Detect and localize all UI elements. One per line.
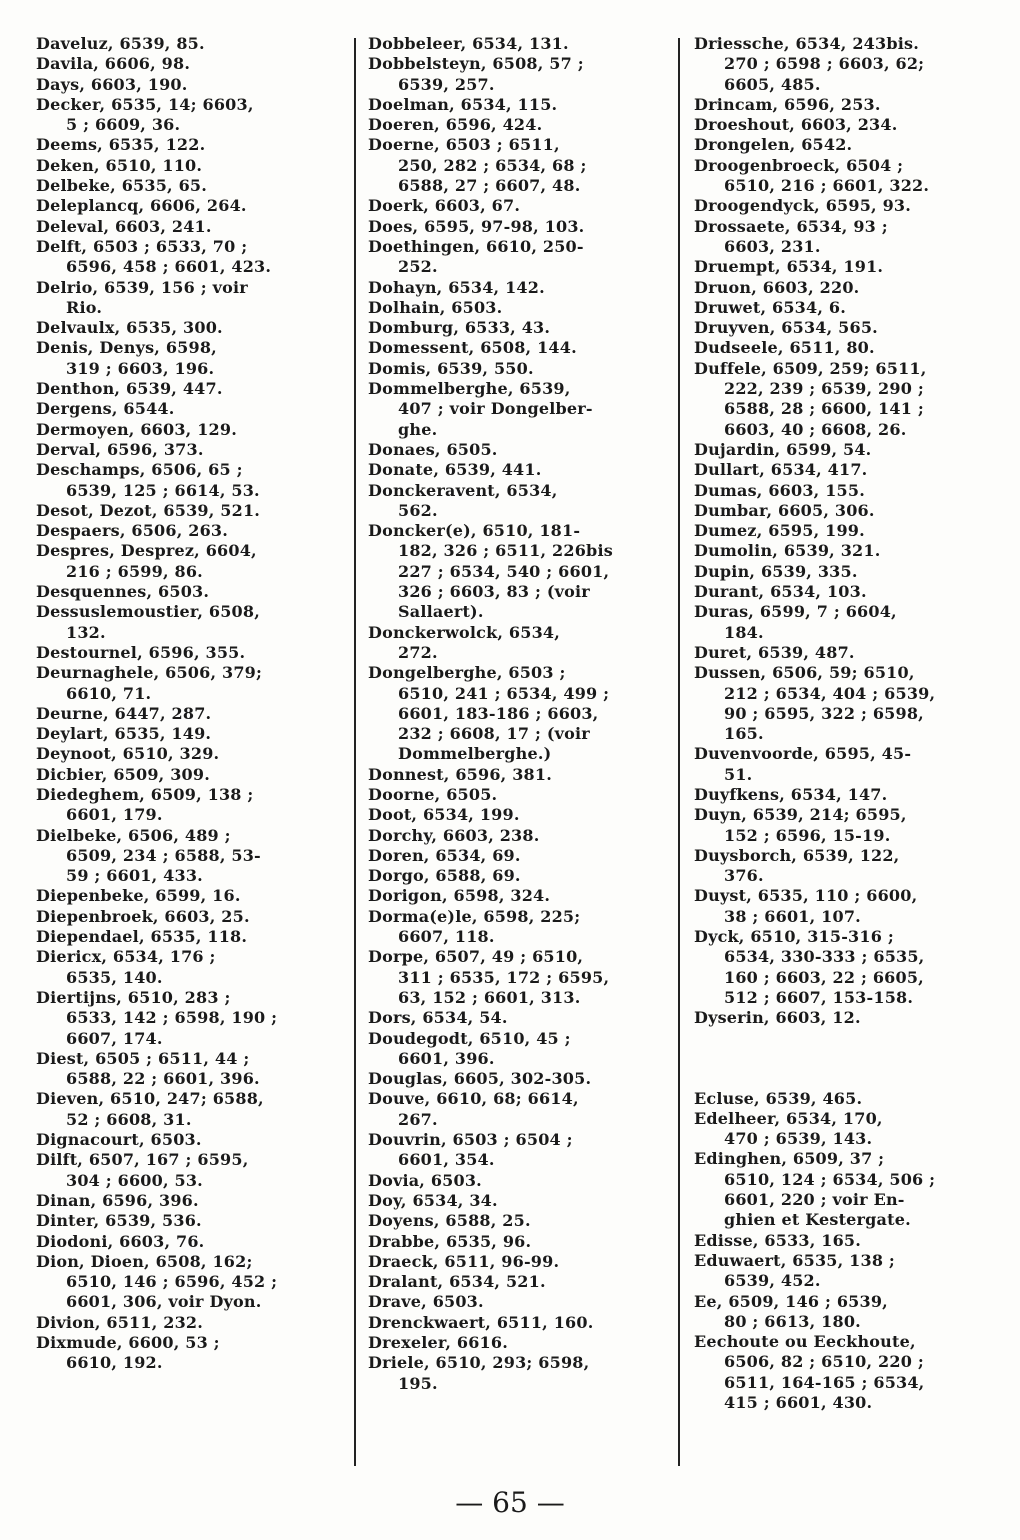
index-entry-continuation: 6601, 183-186 ; 6603, (398, 703, 599, 723)
index-entry-continuation: 59 ; 6601, 433. (66, 866, 203, 886)
index-entry: Duvenvoorde, 6595, 45- (694, 744, 912, 764)
index-entry-continuation: 6610, 71. (66, 683, 152, 703)
index-entry: Delbeke, 6535, 65. (36, 176, 208, 196)
index-entry: Eduwaert, 6535, 138 ; (694, 1250, 896, 1270)
index-entry-continuation: 5 ; 6609, 36. (66, 115, 181, 135)
index-entry: Dion, Dioen, 6508, 162; (36, 1251, 253, 1271)
index-entry: Doethingen, 6610, 250- (368, 236, 584, 256)
index-entry: Deylart, 6535, 149. (36, 724, 212, 744)
index-entry-continuation: 222, 239 ; 6539, 290 ; (724, 379, 924, 399)
index-entry: Diependael, 6535, 118. (36, 927, 248, 947)
index-entry-continuation: 51. (724, 764, 753, 784)
index-entry-continuation: 6534, 330-333 ; 6535, (724, 947, 925, 967)
index-entry: Dorpe, 6507, 49 ; 6510, (368, 947, 584, 967)
index-entry: Dovia, 6503. (368, 1170, 482, 1190)
index-entry-continuation: 6539, 452. (724, 1271, 821, 1291)
index-entry: Dumas, 6603, 155. (694, 480, 865, 500)
index-entry: Edinghen, 6509, 37 ; (694, 1149, 885, 1169)
index-entry: Drexeler, 6616. (368, 1333, 508, 1352)
index-entry: Druon, 6603, 220. (694, 277, 860, 297)
index-entry: Dralant, 6534, 521. (368, 1272, 546, 1292)
index-entry: Derval, 6596, 373. (36, 439, 204, 459)
index-entry: Donate, 6539, 441. (368, 460, 542, 480)
index-entry-continuation: Rio. (66, 297, 103, 317)
index-entry: Dumez, 6595, 199. (694, 521, 865, 541)
index-entry-continuation: 6603, 40 ; 6608, 26. (724, 419, 907, 439)
index-entry-continuation: ghien et Kestergate. (724, 1210, 911, 1230)
index-entry-continuation: 80 ; 6613, 180. (724, 1311, 861, 1331)
index-entry: Dignacourt, 6503. (36, 1130, 202, 1150)
index-entry-continuation: 6509, 234 ; 6588, 53- (66, 845, 261, 865)
index-entry: Edelheer, 6534, 170, (694, 1108, 883, 1128)
index-entry-continuation: 6539, 257. (398, 74, 495, 94)
index-entry-continuation: Dommelberghe.) (398, 744, 552, 764)
index-entry-continuation: 272. (398, 642, 438, 662)
index-entry: Deurne, 6447, 287. (36, 703, 212, 723)
index-entry: Does, 6595, 97-98, 103. (368, 216, 585, 236)
index-entry: Doot, 6534, 199. (368, 805, 520, 825)
index-entry: Dieven, 6510, 247; 6588, (36, 1089, 264, 1109)
index-entry-continuation: 319 ; 6603, 196. (66, 358, 215, 378)
index-entry: Doren, 6534, 69. (368, 845, 521, 865)
index-column-3 (694, 34, 994, 1413)
index-group-d (694, 34, 994, 1029)
index-entry: Ee, 6509, 146 ; 6539, (694, 1291, 888, 1311)
index-entry: Diericx, 6534, 176 ; (36, 947, 216, 967)
index-entry: Deleplancq, 6606, 264. (36, 196, 247, 216)
index-entry: Dussen, 6506, 59; 6510, (694, 663, 915, 683)
index-column-2 (368, 34, 668, 1394)
index-entry: Diedeghem, 6509, 138 ; (36, 784, 254, 804)
index-entry: Delvaulx, 6535, 300. (36, 318, 223, 338)
index-entry-continuation: 376. (724, 866, 764, 886)
index-entry: Dolhain, 6503. (368, 297, 503, 317)
index-entry-continuation: 182, 326 ; 6511, 226bis (398, 541, 613, 561)
index-entry-continuation: 6596, 458 ; 6601, 423. (66, 257, 272, 277)
index-entry-continuation: 38 ; 6601, 107. (724, 906, 861, 926)
index-entry-continuation: 227 ; 6534, 540 ; 6601, (398, 561, 610, 581)
index-entry: Douglas, 6605, 302-305. (368, 1069, 592, 1089)
index-entry-continuation: 152 ; 6596, 15-19. (724, 825, 891, 845)
index-entry: Doudegodt, 6510, 45 ; (368, 1028, 571, 1048)
index-entry: Dorgo, 6588, 69. (368, 866, 521, 886)
index-entry-continuation: 6539, 125 ; 6614, 53. (66, 480, 260, 500)
index-entry-continuation: 6601, 179. (66, 805, 163, 825)
index-entry-continuation: 326 ; 6603, 83 ; (voir (398, 582, 590, 602)
index-entry-continuation: 6510, 124 ; 6534, 506 ; (724, 1169, 936, 1189)
index-entry: Duyfkens, 6534, 147. (694, 784, 888, 804)
index-entry: Duysborch, 6539, 122, (694, 845, 900, 865)
index-entry-continuation: 6601, 220 ; voir En- (724, 1190, 905, 1210)
index-entry: Druyven, 6534, 565. (694, 318, 878, 338)
index-entry-continuation: 6588, 27 ; 6607, 48. (398, 176, 581, 196)
index-entry: Dergens, 6544. (36, 399, 175, 419)
index-entry: Droeshout, 6603, 234. (694, 115, 898, 135)
index-entry: Diepenbeke, 6599, 16. (36, 886, 241, 906)
index-entry: Deynoot, 6510, 329. (36, 744, 220, 764)
index-entry: Drongelen, 6542. (694, 135, 853, 155)
index-entry: Delft, 6503 ; 6533, 70 ; (36, 236, 248, 256)
index-entry: Diertijns, 6510, 283 ; (36, 987, 231, 1007)
index-entry: Doeren, 6596, 424. (368, 115, 543, 135)
index-entry: Denthon, 6539, 447. (36, 379, 223, 399)
index-entry: Druwet, 6534, 6. (694, 297, 846, 317)
index-entry: Doncker(e), 6510, 181- (368, 521, 581, 541)
index-entry: Draeck, 6511, 96-99. (368, 1251, 560, 1271)
index-entry: Douvrin, 6503 ; 6504 ; (368, 1130, 573, 1150)
index-entry: Edisse, 6533, 165. (694, 1230, 862, 1250)
index-entry: Diodoni, 6603, 76. (36, 1231, 205, 1251)
index-entry: Duffele, 6509, 259; 6511, (694, 358, 927, 378)
index-entry-continuation: 6601, 306, voir Dyon. (66, 1292, 262, 1312)
index-entry-continuation: 6510, 241 ; 6534, 499 ; (398, 683, 610, 703)
index-entry: Dommelberghe, 6539, (368, 379, 571, 399)
index-entry: Dixmude, 6600, 53 ; (36, 1333, 220, 1352)
index-entry: Droogenbroeck, 6504 ; (694, 155, 904, 175)
index-entry-continuation: 470 ; 6539, 143. (724, 1129, 873, 1149)
index-entry: Druempt, 6534, 191. (694, 257, 884, 277)
index-entry: Dorma(e)le, 6598, 225; (368, 906, 581, 926)
index-entry: Drave, 6503. (368, 1292, 484, 1312)
index-entry: Doorne, 6505. (368, 784, 498, 804)
index-entry: Domis, 6539, 550. (368, 358, 534, 378)
index-entry: Dinan, 6596, 396. (36, 1190, 199, 1210)
index-entry: Deurnaghele, 6506, 379; (36, 663, 263, 683)
index-entry: Dullart, 6534, 417. (694, 460, 868, 480)
index-entry: Delrio, 6539, 156 ; voir (36, 277, 248, 297)
index-entry-continuation: 6506, 82 ; 6510, 220 ; (724, 1352, 924, 1372)
index-entry-continuation: 6601, 354. (398, 1150, 495, 1170)
index-entry: Dyserin, 6603, 12. (694, 1008, 861, 1028)
index-entry: Donnest, 6596, 381. (368, 764, 552, 784)
column-divider (678, 38, 680, 1466)
index-entry: Dumbar, 6605, 306. (694, 500, 875, 520)
index-entry: Drenckwaert, 6511, 160. (368, 1312, 594, 1332)
index-entry: Desquennes, 6503. (36, 582, 210, 602)
index-entry: Deems, 6535, 122. (36, 135, 206, 155)
index-entry: Dobbeleer, 6534, 131. (368, 34, 569, 53)
index-entry: Destournel, 6596, 355. (36, 642, 246, 662)
page-number: — 65 — (455, 1486, 565, 1519)
index-entry-continuation: 250, 282 ; 6534, 68 ; (398, 155, 587, 175)
index-entry: Divion, 6511, 232. (36, 1312, 204, 1332)
index-entry-continuation: ghe. (398, 419, 438, 439)
index-entry-continuation: 267. (398, 1109, 438, 1129)
index-entry-continuation: 6588, 22 ; 6601, 396. (66, 1069, 260, 1089)
index-entry: Daveluz, 6539, 85. (36, 34, 205, 53)
index-entry-continuation: 52 ; 6608, 31. (66, 1109, 192, 1129)
index-entry: Dyck, 6510, 315-316 ; (694, 927, 894, 947)
index-entry: Drincam, 6596, 253. (694, 94, 881, 114)
index-entry-continuation: 6511, 164-165 ; 6534, (724, 1372, 925, 1392)
index-entry-continuation: 195. (398, 1373, 438, 1393)
index-entry: Duyst, 6535, 110 ; 6600, (694, 886, 918, 906)
index-entry: Dorigon, 6598, 324. (368, 886, 551, 906)
index-entry: Dupin, 6539, 335. (694, 561, 858, 581)
index-entry-continuation: 311 ; 6535, 172 ; 6595, (398, 967, 610, 987)
index-entry: Doelman, 6534, 115. (368, 94, 558, 114)
index-entry: Dongelberghe, 6503 ; (368, 663, 566, 683)
index-entry-continuation: 6510, 216 ; 6601, 322. (724, 176, 930, 196)
index-entry-continuation: 6607, 118. (398, 927, 495, 947)
index-entry: Domessent, 6508, 144. (368, 338, 577, 358)
index-entry-continuation: 165. (724, 724, 764, 744)
index-entry: Deschamps, 6506, 65 ; (36, 460, 243, 480)
index-entry: Despres, Desprez, 6604, (36, 541, 257, 561)
index-entry: Diest, 6505 ; 6511, 44 ; (36, 1048, 250, 1068)
index-entry-continuation: 304 ; 6600, 53. (66, 1170, 203, 1190)
index-entry: Dicbier, 6509, 309. (36, 764, 210, 784)
index-entry: Dinter, 6539, 536. (36, 1211, 202, 1231)
index-entry: Dudseele, 6511, 80. (694, 338, 875, 358)
index-entry: Dorchy, 6603, 238. (368, 825, 540, 845)
index-entry: Dielbeke, 6506, 489 ; (36, 825, 231, 845)
index-entry-continuation: 407 ; voir Dongelber- (398, 399, 593, 419)
index-entry-continuation: 232 ; 6608, 17 ; (voir (398, 724, 590, 744)
index-entry: Donckerwolck, 6534, (368, 622, 561, 642)
index-entry-continuation: 512 ; 6607, 153-158. (724, 987, 914, 1007)
index-entry: Driessche, 6534, 243bis. (694, 34, 919, 53)
index-entry: Days, 6603, 190. (36, 74, 188, 94)
index-entry: Dessuslemoustier, 6508, (36, 602, 260, 622)
index-entry: Domburg, 6533, 43. (368, 318, 551, 338)
index-entry: Davila, 6606, 98. (36, 54, 191, 74)
index-entry-continuation: 562. (398, 500, 438, 520)
index-entry-continuation: 90 ; 6595, 322 ; 6598, (724, 703, 924, 723)
index-entry-continuation: 6605, 485. (724, 74, 821, 94)
index-entry: Drossaete, 6534, 93 ; (694, 216, 888, 236)
index-entry: Dujardin, 6599, 54. (694, 439, 872, 459)
index-entry: Douve, 6610, 68; 6614, (368, 1089, 579, 1109)
index-entry: Duret, 6539, 487. (694, 642, 855, 662)
index-entry: Diepenbroek, 6603, 25. (36, 906, 250, 926)
index-entry-continuation: 132. (66, 622, 106, 642)
index-entry: Despaers, 6506, 263. (36, 521, 229, 541)
index-entry-continuation: 6603, 231. (724, 236, 821, 256)
index-entry-continuation: 6601, 396. (398, 1048, 495, 1068)
index-entry-continuation: 63, 152 ; 6601, 313. (398, 987, 581, 1007)
index-entry-continuation: 160 ; 6603, 22 ; 6605, (724, 967, 924, 987)
index-entry-continuation: 184. (724, 622, 764, 642)
index-entry: Dors, 6534, 54. (368, 1008, 508, 1028)
index-entry: Doerne, 6503 ; 6511, (368, 135, 560, 155)
index-entry: Ecluse, 6539, 465. (694, 1088, 863, 1108)
index-entry: Eechoute ou Eeckhoute, (694, 1332, 916, 1352)
index-entry: Driele, 6510, 293; 6598, (368, 1353, 590, 1373)
index-group-e (694, 1089, 994, 1414)
index-entry: Duras, 6599, 7 ; 6604, (694, 602, 897, 622)
index-entry-continuation: 212 ; 6534, 404 ; 6539, (724, 683, 936, 703)
index-entry: Dilft, 6507, 167 ; 6595, (36, 1150, 249, 1170)
index-entry-continuation: 270 ; 6598 ; 6603, 62; (724, 54, 925, 74)
index-entry-continuation: 216 ; 6599, 86. (66, 561, 203, 581)
index-entry: Doy, 6534, 34. (368, 1190, 498, 1210)
column-divider (354, 38, 356, 1466)
index-entry-continuation: 6510, 146 ; 6596, 452 ; (66, 1272, 278, 1292)
index-entry-continuation: 6588, 28 ; 6600, 141 ; (724, 399, 924, 419)
index-entry: Dermoyen, 6603, 129. (36, 419, 237, 439)
index-entry: Duyn, 6539, 214; 6595, (694, 805, 907, 825)
index-entry-continuation: 252. (398, 257, 438, 277)
index-entry: Doerk, 6603, 67. (368, 196, 521, 216)
index-entry: Deken, 6510, 110. (36, 155, 203, 175)
index-entry-continuation: 6607, 174. (66, 1028, 163, 1048)
index-entry-continuation: 6533, 142 ; 6598, 190 ; (66, 1008, 278, 1028)
index-entry: Drabbe, 6535, 96. (368, 1231, 532, 1251)
index-entry: Durant, 6534, 103. (694, 582, 867, 602)
index-entry: Dobbelsteyn, 6508, 57 ; (368, 54, 584, 74)
index-entry: Deleval, 6603, 241. (36, 216, 212, 236)
index-entry: Donaes, 6505. (368, 439, 498, 459)
index-entry: Doyens, 6588, 25. (368, 1211, 531, 1231)
index-entry: Donckeravent, 6534, (368, 480, 558, 500)
index-entry-continuation: 6535, 140. (66, 967, 163, 987)
index-entry: Droogendyck, 6595, 93. (694, 196, 912, 216)
index-entry: Dohayn, 6534, 142. (368, 277, 545, 297)
index-entry-continuation: 6610, 192. (66, 1353, 163, 1373)
index-entry-continuation: 415 ; 6601, 430. (724, 1393, 873, 1412)
index-column-1 (36, 34, 336, 1374)
index-entry: Dumolin, 6539, 321. (694, 541, 881, 561)
index-entry: Desot, Dezot, 6539, 521. (36, 500, 261, 520)
index-entry-continuation: Sallaert). (398, 602, 484, 622)
index-entry: Denis, Denys, 6598, (36, 338, 217, 358)
index-entry: Decker, 6535, 14; 6603, (36, 94, 254, 114)
